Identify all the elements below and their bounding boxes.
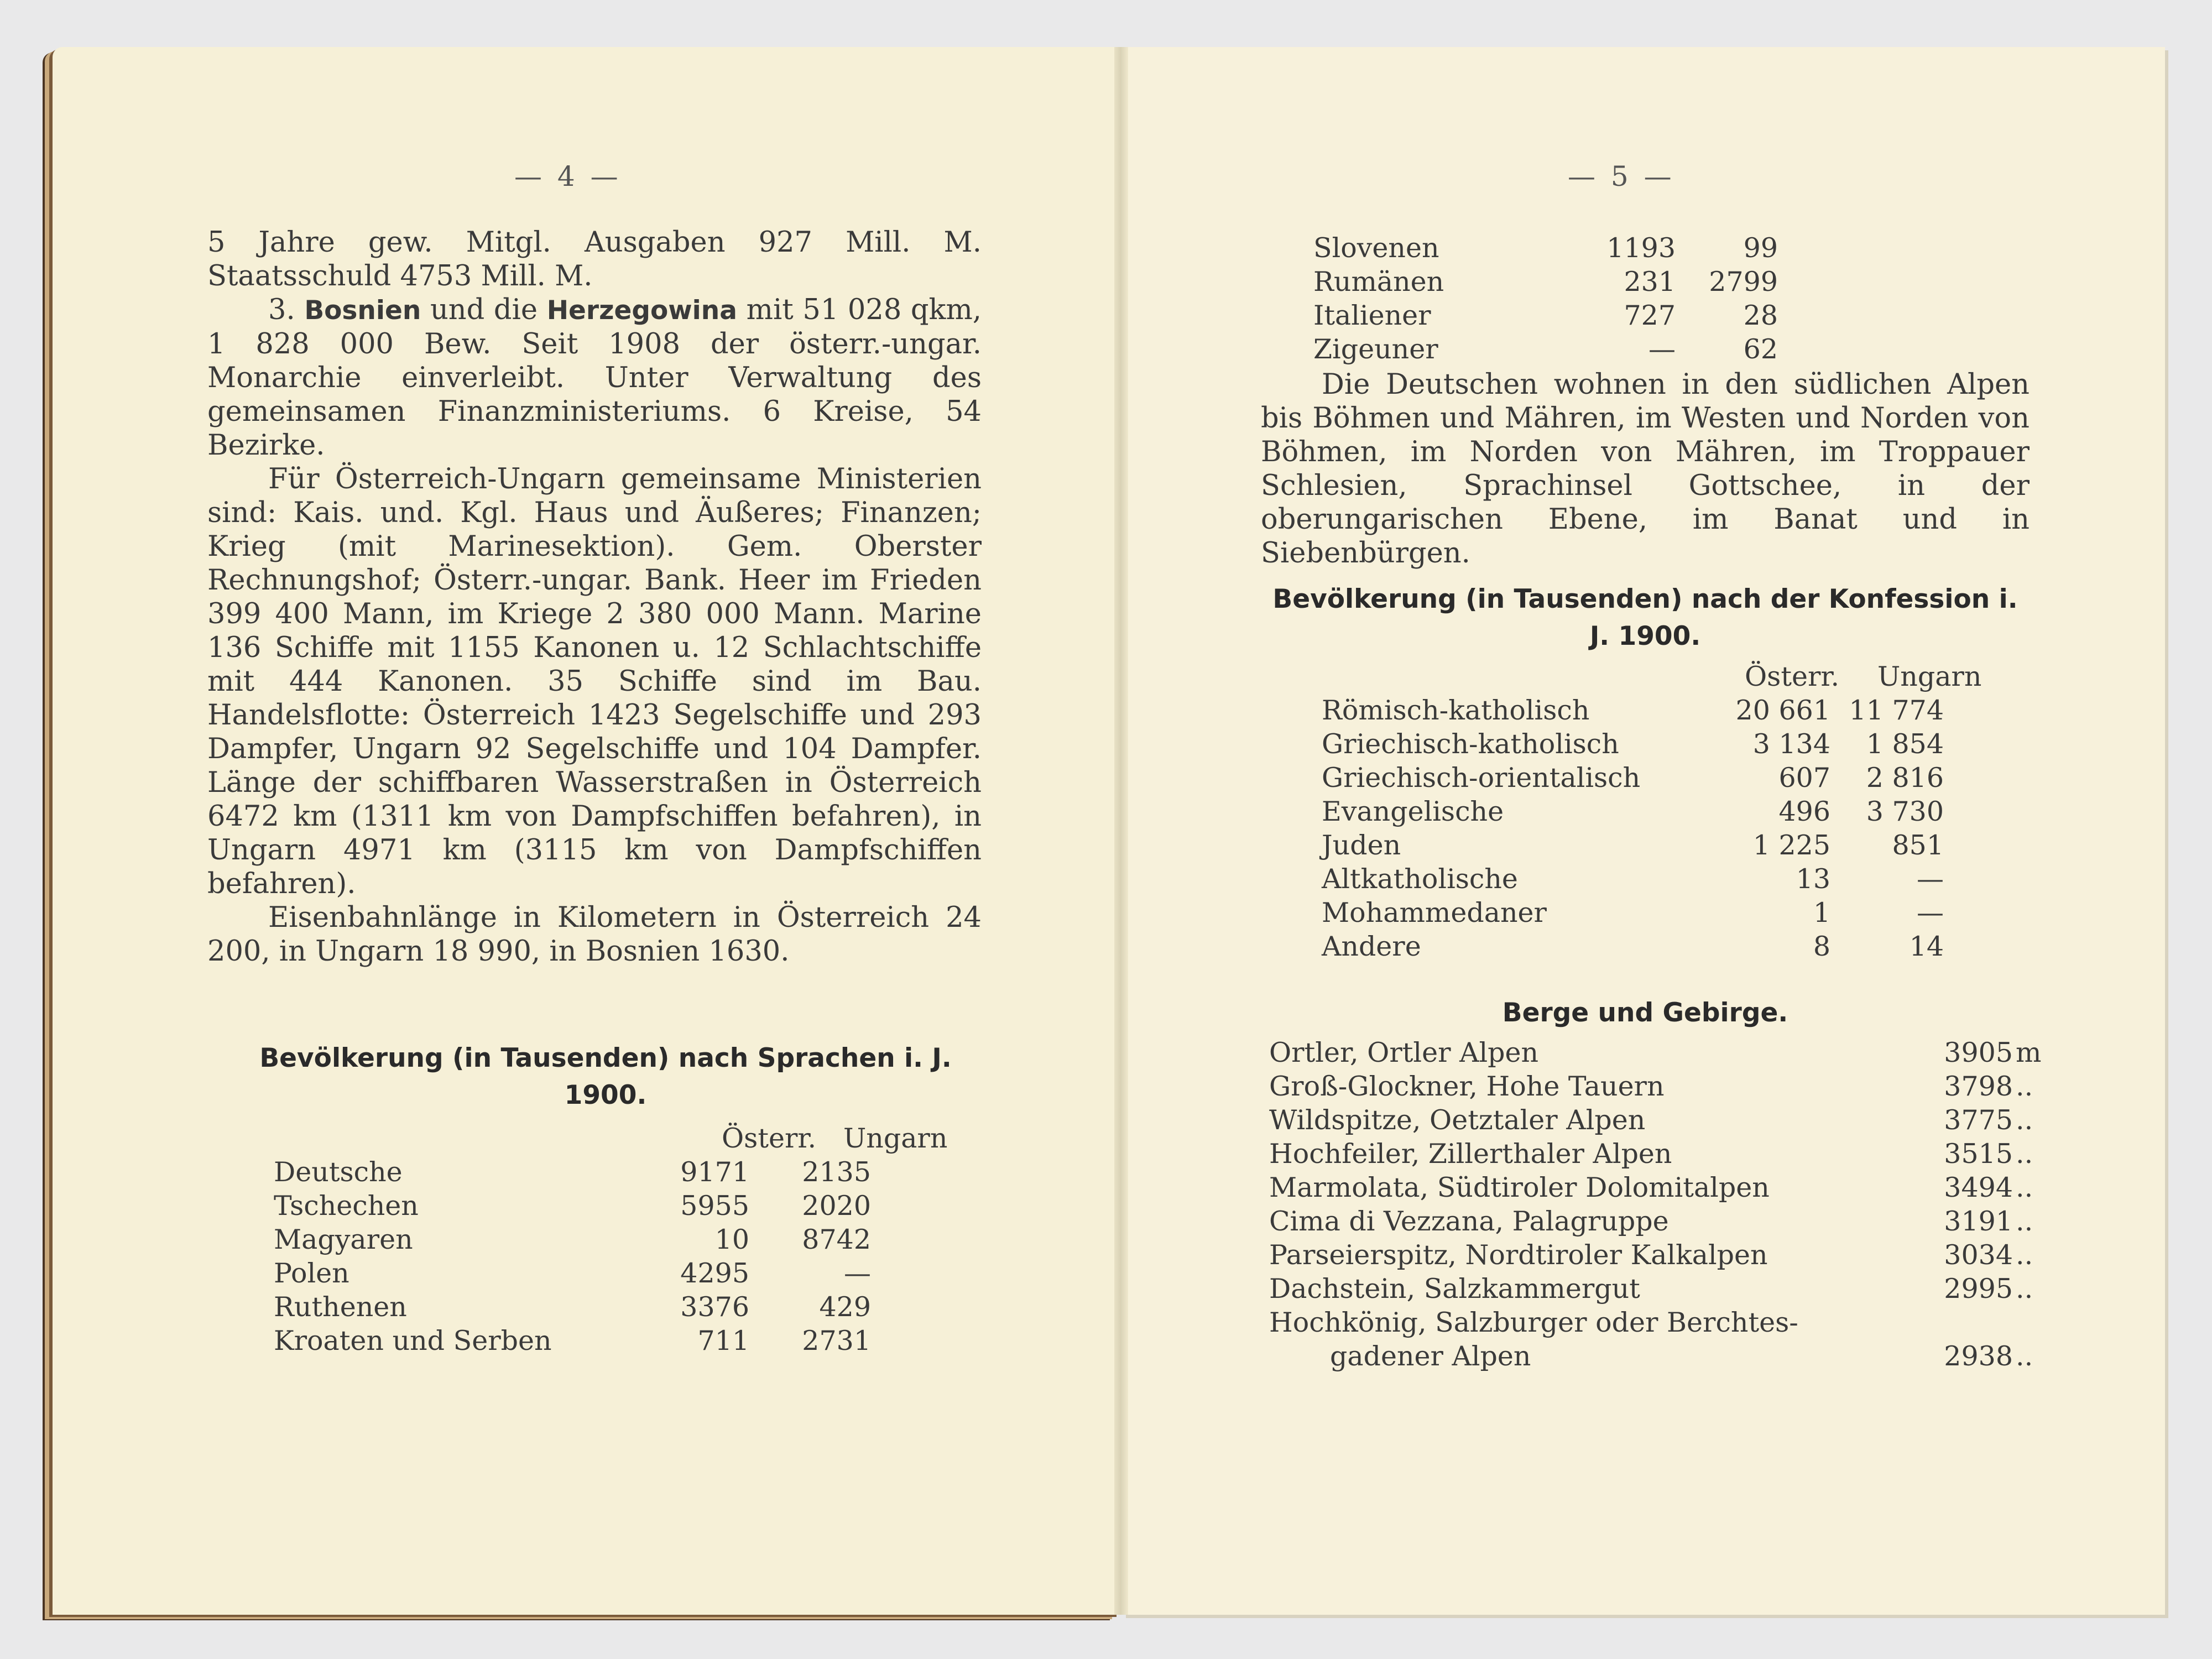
table-row bbox=[1313, 266, 1977, 300]
height-unit: .. bbox=[2016, 1239, 2033, 1271]
austria-value: 3376 bbox=[680, 1291, 749, 1323]
mountain-name-continued: gadener Alpen bbox=[1330, 1340, 1531, 1372]
paragraph-railways: Eisenbahnlänge in Kilometern in Österreich 24 200, in Ungarn 18 990, in Bosnien 1630. bbox=[207, 901, 982, 968]
austria-value: 4295 bbox=[680, 1258, 749, 1289]
table-row bbox=[1313, 300, 1977, 333]
table-row bbox=[1269, 1172, 2054, 1206]
left-body-text bbox=[207, 226, 982, 968]
bosnia-number: 3. bbox=[268, 294, 295, 326]
mountains-heading: Berge und Gebirge. bbox=[1502, 998, 1788, 1028]
hungary-value: 2135 bbox=[802, 1156, 871, 1188]
hungary-value: 429 bbox=[819, 1291, 871, 1323]
paragraph-ministries: Für Österreich-Ungarn gemeinsame Ministerien sind: Kais. und. Kgl. Haus und Äußeres; Finanzen; Krieg (mit Marinesektion). Gem. Oberster Rechnungshof; Österr.-ungar. Bank. Heer im Frieden 399 400 Mann, im Kriege 2 380 000 Mann. Marine 136 Schiffe mit 1155 Kanonen u. 12 Schlachtschiffe mit 444 Kanonen. 35 Schiffe sind im Bau. Handelsflotte: Österreich 1423 Segelschiffe und 293 Dampfer, Ungarn 92 Segelschiffe und 104 Dampfer. Länge der schiffbaren Wasserstraßen in Österreich 6472 km (1311 km von Dampfschiffen befahren), in Ungarn 4971 km (3115 km von Dampfschiffen befahren). bbox=[207, 463, 982, 900]
table-row bbox=[1322, 931, 1985, 964]
paragraph-germans: Die Deutschen wohnen in den südlichen Alpen bis Böhmen und Mähren, im Westen und Norden von Böhmen, im Norden von Mähren, im Troppauer Schlesien, Sprachinsel Gottschee, in der oberungarischen Ebene, im Banat und in Siebenbürgen. bbox=[1261, 368, 2030, 570]
height-unit: .. bbox=[2016, 1172, 2033, 1203]
height-unit: .. bbox=[2016, 1138, 2033, 1170]
mountain-name: Cima di Vezzana, Palagruppe bbox=[1269, 1206, 1669, 1237]
languages-table bbox=[274, 1123, 971, 1359]
austria-value: 1193 bbox=[1606, 232, 1676, 264]
language-name: Deutsche bbox=[274, 1156, 403, 1188]
austria-value: — bbox=[1648, 333, 1676, 365]
mountain-height: 3798 bbox=[1944, 1071, 2013, 1102]
table-row bbox=[1269, 1307, 2054, 1340]
paragraph-members: 5 Jahre gew. Mitgl. Ausgaben 927 Mill. M. Staatsschuld 4753 Mill. M. bbox=[207, 226, 982, 293]
table-row bbox=[274, 1258, 971, 1291]
herzegowina-bold: Herzegowina bbox=[546, 295, 737, 326]
table-row bbox=[1269, 1273, 2054, 1307]
col-header-hungary: Ungarn bbox=[843, 1123, 948, 1154]
mountain-name: Parseierspitz, Nordtiroler Kalkalpen bbox=[1269, 1239, 1768, 1271]
austria-value: 607 bbox=[1778, 762, 1830, 794]
language-name: Polen bbox=[274, 1258, 349, 1289]
mountain-name: Dachstein, Salzkammergut bbox=[1269, 1273, 1640, 1305]
table-row bbox=[1322, 897, 1985, 931]
confession-name: Evangelische bbox=[1322, 796, 1504, 827]
hungary-value: 28 bbox=[1743, 300, 1778, 331]
mountains-table bbox=[1269, 1037, 2054, 1374]
table-row bbox=[1269, 1340, 2054, 1374]
height-unit: .. bbox=[2016, 1206, 2033, 1237]
page-number-right: — 5 — bbox=[1568, 160, 1675, 192]
hungary-value: 2 816 bbox=[1866, 762, 1944, 794]
col-header-hungary: Ungarn bbox=[1877, 661, 1982, 692]
austria-value: 711 bbox=[697, 1325, 749, 1357]
austria-value: 496 bbox=[1778, 796, 1830, 827]
mountain-height: 3905 bbox=[1944, 1037, 2013, 1068]
language-name: Rumänen bbox=[1313, 266, 1444, 298]
mountain-name: Hochkönig, Salzburger oder Berchtes- bbox=[1269, 1307, 1798, 1338]
col-header-austria: Österr. bbox=[1745, 661, 1840, 692]
confession-heading: Bevölkerung (in Tausenden) nach der Konfession i. J. 1900. bbox=[1272, 584, 2018, 651]
confession-name: Griechisch-orientalisch bbox=[1322, 762, 1641, 794]
table-row bbox=[1322, 830, 1985, 863]
table-row bbox=[274, 1224, 971, 1258]
table-row bbox=[1269, 1071, 2054, 1104]
bosnia-bold: Bosnien bbox=[304, 295, 421, 326]
table-row bbox=[1322, 863, 1985, 897]
language-name: Magyaren bbox=[274, 1224, 413, 1255]
mountain-height: 3191 bbox=[1944, 1206, 2013, 1237]
height-unit: .. bbox=[2016, 1071, 2033, 1102]
austria-value: 1 225 bbox=[1752, 830, 1830, 861]
height-unit: .. bbox=[2016, 1273, 2033, 1305]
mountain-name: Groß-Glockner, Hohe Tauern bbox=[1269, 1071, 1665, 1102]
hungary-value: 2020 bbox=[802, 1190, 871, 1222]
austria-value: 5955 bbox=[680, 1190, 749, 1222]
austria-value: 3 134 bbox=[1752, 728, 1830, 760]
language-name: Italiener bbox=[1313, 300, 1431, 331]
language-name: Slovenen bbox=[1313, 232, 1439, 264]
confession-name: Juden bbox=[1322, 830, 1401, 861]
confession-table bbox=[1322, 661, 1985, 964]
hungary-value: 1 854 bbox=[1866, 728, 1944, 760]
height-unit: .. bbox=[2016, 1340, 2033, 1372]
austria-value: 9171 bbox=[680, 1156, 749, 1188]
hungary-value: 851 bbox=[1892, 830, 1944, 861]
austria-value: 20 661 bbox=[1735, 695, 1830, 726]
mountain-height: 2995 bbox=[1944, 1273, 2013, 1305]
mountain-name: Wildspitze, Oetztaler Alpen bbox=[1269, 1104, 1646, 1136]
height-unit: m bbox=[2016, 1037, 2042, 1068]
language-name: Zigeuner bbox=[1313, 333, 1438, 365]
language-name: Tschechen bbox=[274, 1190, 419, 1222]
table-row bbox=[1269, 1037, 2054, 1071]
table-row bbox=[1269, 1206, 2054, 1239]
table-row bbox=[1322, 762, 1985, 796]
hungary-value: 2731 bbox=[802, 1325, 871, 1357]
bosnia-area: mit 51 028 qkm, 1 828 000 Bew. bbox=[207, 294, 982, 361]
hungary-value: 8742 bbox=[802, 1224, 871, 1255]
page-number-left: — 4 — bbox=[514, 160, 622, 192]
paragraph-bosnia bbox=[207, 293, 982, 462]
confession-name: Mohammedaner bbox=[1322, 897, 1547, 928]
hungary-value: — bbox=[1917, 897, 1944, 928]
austria-value: 13 bbox=[1796, 863, 1830, 895]
table-row bbox=[1322, 728, 1985, 762]
mountain-height: 3775 bbox=[1944, 1104, 2013, 1136]
mountain-name: Hochfeiler, Zillerthaler Alpen bbox=[1269, 1138, 1672, 1170]
mountain-name: Ortler, Ortler Alpen bbox=[1269, 1037, 1539, 1068]
table-row bbox=[274, 1325, 971, 1359]
table-row bbox=[274, 1190, 971, 1224]
confession-name: Römisch-katholisch bbox=[1322, 695, 1590, 726]
hungary-value: — bbox=[844, 1258, 871, 1289]
hungary-value: 14 bbox=[1909, 931, 1944, 962]
book-gutter bbox=[1114, 47, 1128, 1615]
hungary-value: 11 774 bbox=[1849, 695, 1944, 726]
col-header-austria: Österr. bbox=[722, 1123, 817, 1154]
table-row bbox=[1269, 1104, 2054, 1138]
hungary-value: 99 bbox=[1743, 232, 1778, 264]
mountain-name: Marmolata, Südtiroler Dolomitalpen bbox=[1269, 1172, 1770, 1203]
language-name: Kroaten und Serben bbox=[274, 1325, 552, 1357]
hungary-value: — bbox=[1917, 863, 1944, 895]
table-row bbox=[1322, 695, 1985, 728]
hungary-value: 3 730 bbox=[1866, 796, 1944, 827]
austria-value: 231 bbox=[1624, 266, 1676, 298]
table-header bbox=[1322, 661, 1985, 695]
height-unit: .. bbox=[2016, 1104, 2033, 1136]
language-name: Ruthenen bbox=[274, 1291, 407, 1323]
bosnia-und: und die bbox=[430, 294, 538, 326]
languages-heading: Bevölkerung (in Tausenden) nach Sprachen i. J. 1900. bbox=[259, 1043, 952, 1110]
table-row bbox=[1313, 232, 1977, 266]
hungary-value: 2799 bbox=[1709, 266, 1778, 298]
mountain-height: 2938 bbox=[1944, 1340, 2013, 1372]
table-row bbox=[1313, 333, 1977, 367]
table-row bbox=[1269, 1138, 2054, 1172]
mountain-height: 3494 bbox=[1944, 1172, 2013, 1203]
table-header bbox=[274, 1123, 971, 1156]
hungary-value: 62 bbox=[1743, 333, 1778, 365]
bosnia-text: Seit 1908 der österr.-ungar. Monarchie einverleibt. Unter Verwaltung des gemeinsamen Finanzministeriums. 6 Kreise, 54 Bezirke. bbox=[207, 328, 982, 462]
austria-value: 8 bbox=[1813, 931, 1830, 962]
mountain-height: 3034 bbox=[1944, 1239, 2013, 1271]
table-row bbox=[1322, 796, 1985, 830]
table-row bbox=[274, 1291, 971, 1325]
confession-name: Andere bbox=[1322, 931, 1421, 962]
austria-value: 1 bbox=[1813, 897, 1830, 928]
table-row bbox=[1269, 1239, 2054, 1273]
mountain-height: 3515 bbox=[1944, 1138, 2013, 1170]
austria-value: 10 bbox=[714, 1224, 749, 1255]
right-body-text bbox=[1261, 368, 2030, 570]
table-row bbox=[274, 1156, 971, 1190]
confession-name: Griechisch-katholisch bbox=[1322, 728, 1619, 760]
austria-value: 727 bbox=[1624, 300, 1676, 331]
confession-name: Altkatholische bbox=[1322, 863, 1518, 895]
languages-table-continued bbox=[1313, 232, 1977, 367]
